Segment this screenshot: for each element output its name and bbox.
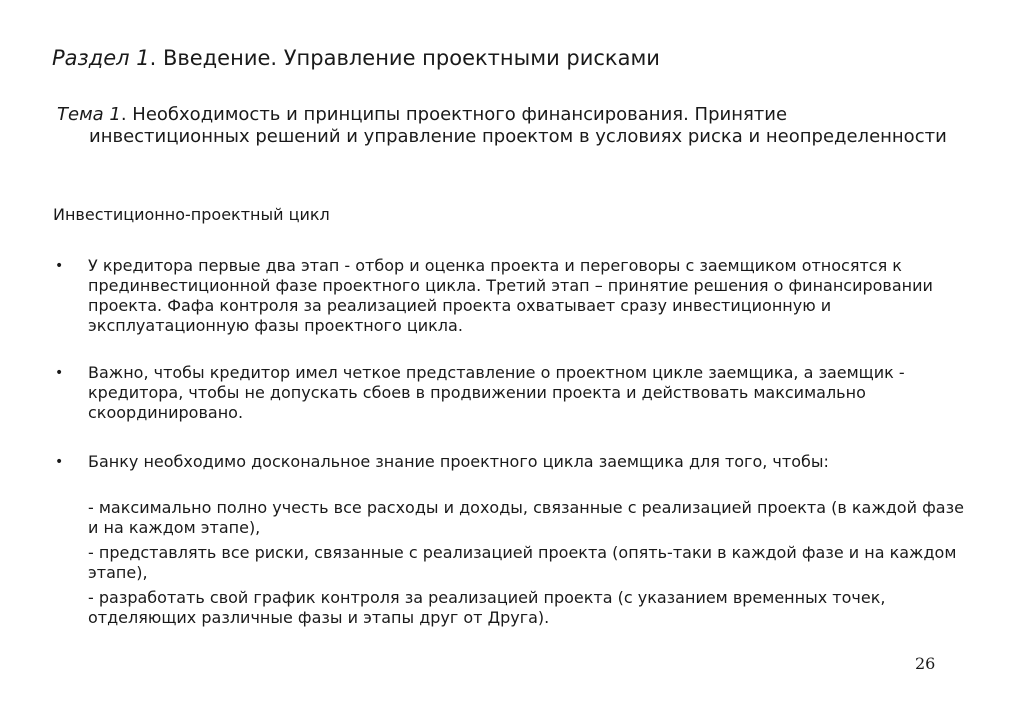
bullet-text: Банку необходимо доскональное знание проектного цикла заемщика для того, чтобы: xyxy=(88,452,829,471)
dash-item-2: - представлять все риски, связанные с реализацией проекта (опять-таки в каждой фазе и на каждом этапе), xyxy=(88,543,957,582)
topic-prefix: Тема 1 xyxy=(57,104,121,125)
dash-item-3: - разработать свой график контроля за реализацией проекта (с указанием временных точек, отделяющих различные фазы и этапы друг от Друга). xyxy=(88,588,886,627)
subheading: Инвестиционно-проектный цикл xyxy=(53,205,330,224)
topic-heading: . Необходимость и принципы проектного финансирования. Принятие инвестиционных решений и управление проектом в условиях риска и неопределенности xyxy=(89,104,947,147)
topic-title xyxy=(57,104,949,148)
bullet-marker: • xyxy=(55,258,64,274)
bullet-marker: • xyxy=(55,365,64,381)
section-heading: . Введение. Управление проектными рисками xyxy=(149,46,660,70)
bullet-text: Важно, чтобы кредитор имел четкое представление о проектном цикле заемщика, а заемщик - кредитора, чтобы не допускать сбоев в продвижении проекта и действовать максимально скоординировано. xyxy=(88,363,905,422)
page-number: 26 xyxy=(915,654,936,673)
section-prefix: Раздел 1 xyxy=(52,46,150,70)
section-title xyxy=(52,44,660,72)
dash-item-1: - максимально полно учесть все расходы и доходы, связанные с реализацией проекта (в каждой фазе и на каждом этапе), xyxy=(88,498,964,537)
bullet-marker: • xyxy=(55,454,64,470)
bullet-text: У кредитора первые два этап - отбор и оценка проекта и переговоры с заемщиком относятся к прединвестиционной фазе проектного цикла. Третий этап – принятие решения о финансировании проекта. Фафа контроля за реализацией проекта охватывает сразу инвестиционную и эксплуатационную фазы проектного цикла. xyxy=(88,256,933,335)
